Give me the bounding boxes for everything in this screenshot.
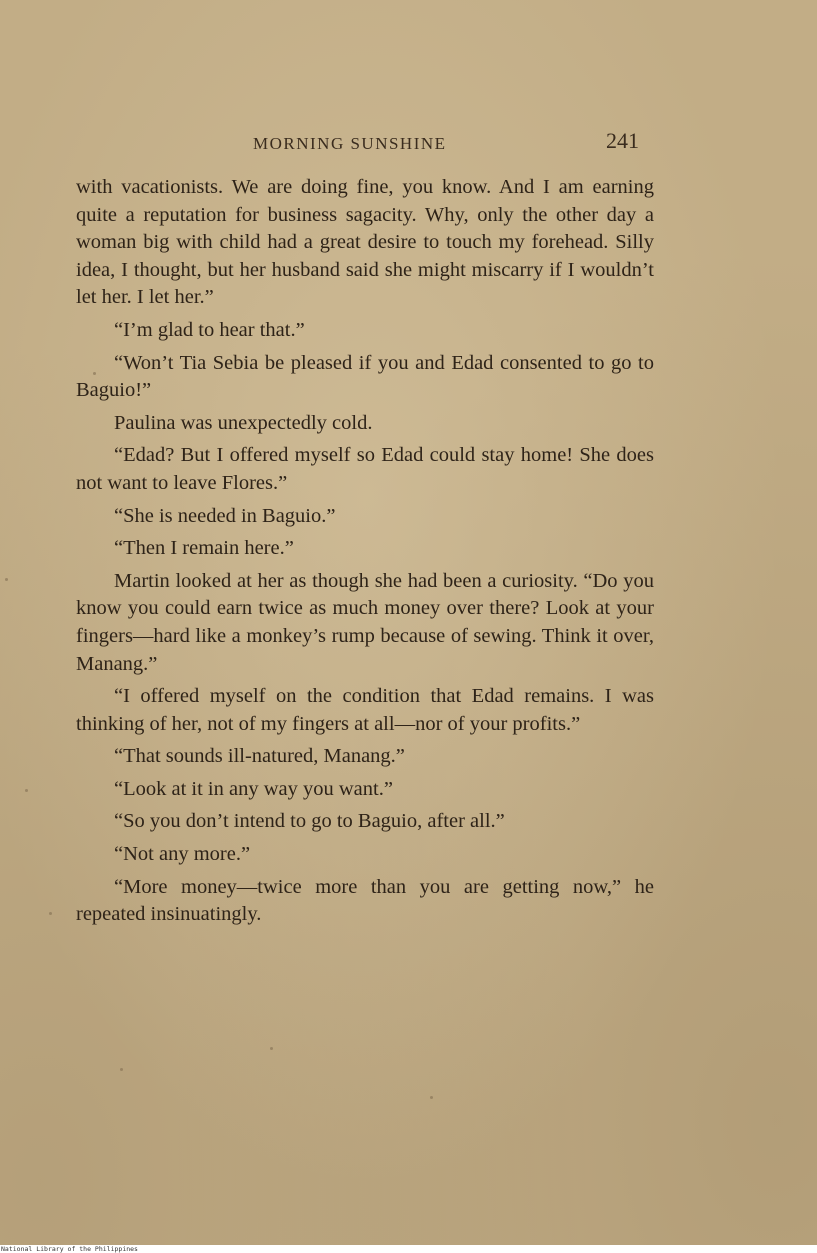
paragraph: “More money—twice more than you are getting now,” he repeated insinuatingly.: [76, 875, 654, 926]
paragraph: “I’m glad to hear that.”: [114, 318, 305, 341]
paragraph: “That sounds ill-natured, Manang.”: [114, 745, 405, 768]
running-header: [0, 128, 817, 158]
paragraph: “Edad? But I offered myself so Edad could stay home! She does not want to leave Flores.”: [76, 444, 654, 494]
paper-speck: [49, 912, 52, 915]
paper-speck: [25, 789, 28, 792]
paper-speck: [120, 1068, 123, 1071]
paragraph: Paulina was unexpectedly cold.: [114, 411, 373, 434]
paper-speck: [5, 578, 8, 581]
paper-speck: [93, 372, 96, 375]
paragraph: “I offered myself on the condition that Edad remains. I was thinking of her, not of my fingers at all—nor of your profits.”: [76, 685, 654, 735]
paragraph: “Won’t Tia Sebia be pleased if you and Edad consented to go to Baguio!”: [76, 351, 654, 402]
paragraph: “Look at it in any way you want.”: [114, 777, 393, 800]
running-title: MORNING SUNSHINE: [253, 134, 447, 153]
body-text: [76, 174, 654, 934]
paragraph: “So you don’t intend to go to Baguio, after all.”: [114, 810, 505, 833]
library-credit: National Library of the Philippines: [1, 1245, 138, 1253]
paragraph: “Then I remain here.”: [114, 537, 294, 560]
paragraph: Martin looked at her as though she had been a curiosity. “Do you know you could earn twice as much money over there? Look at your fingers—hard like a monkey’s rump because of sewing. Think it over, Manang.”: [76, 569, 654, 675]
paragraph: “Not any more.”: [114, 843, 251, 866]
paper-speck: [270, 1047, 273, 1050]
paragraph-continuation: with vacationists. We are doing fine, you know. And I am earning quite a reputation for business sagacity. Why, only the other day a woman big with child had a great desire to touch my forehead. Silly idea, I thought, but her husband said she might miscarry if I wouldn’t let her. I let her.”: [76, 176, 654, 309]
paragraph: “She is needed in Baguio.”: [114, 504, 336, 527]
paper-speck: [430, 1096, 433, 1099]
page-number: 241: [606, 128, 639, 153]
